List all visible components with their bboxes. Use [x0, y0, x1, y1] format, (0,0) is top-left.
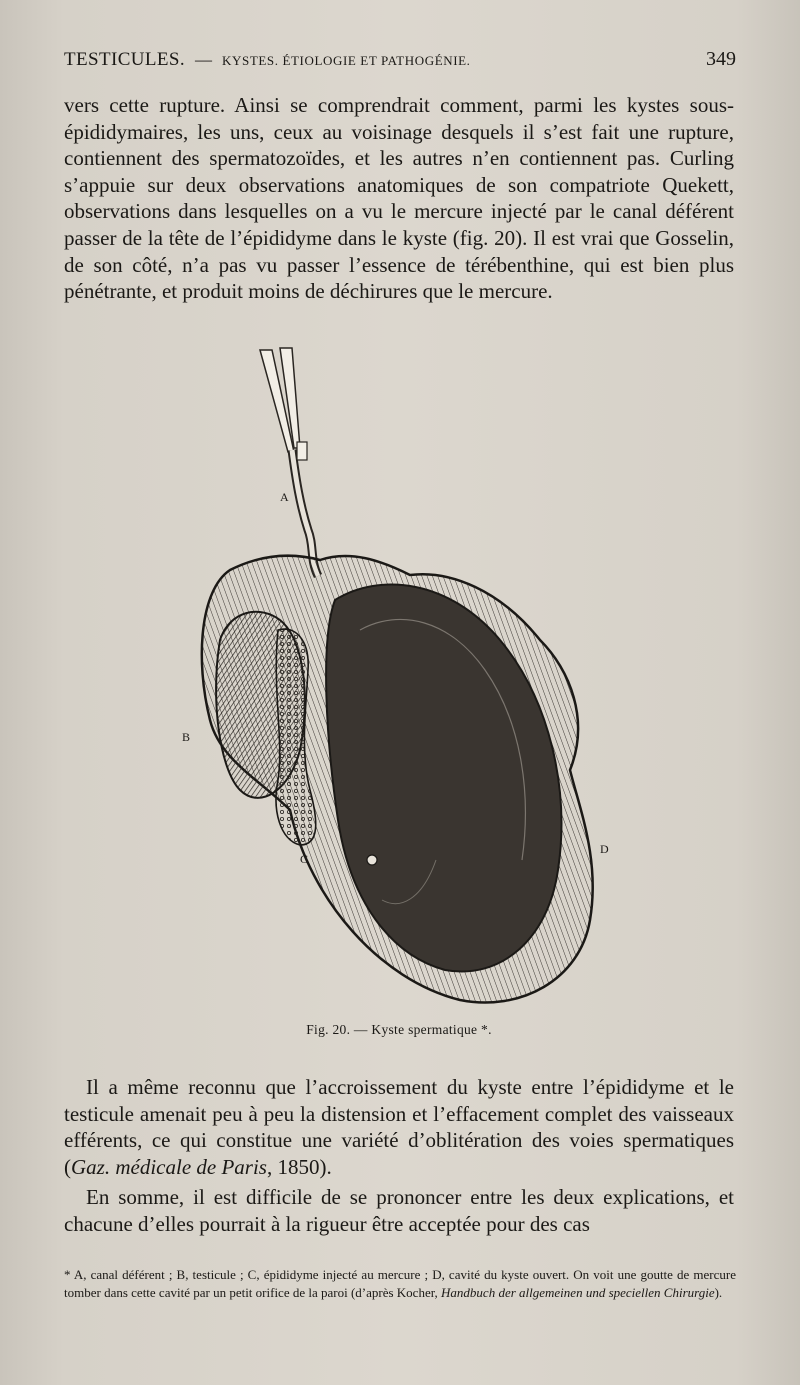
- label-a: A: [280, 490, 289, 504]
- paragraph-2-citation: Gaz. médicale de Paris: [71, 1154, 267, 1179]
- label-d: D: [600, 842, 609, 856]
- footnote-source: Handbuch der allgemeinen und speciellen Chirurgie: [441, 1284, 715, 1300]
- paragraph-2-citation-end: , 1850).: [266, 1154, 332, 1179]
- paragraph-1: vers cette rupture. Ainsi se comprendrait comment, parmi les kystes sous-épididymaires, les uns, ceux au voisinage desquels il s’est fait une rupture, contiennent des spermatozoïdes, et les autres n’en contiennent pas. Curling s’appuie sur deux observations anatomiques de son compatriote Quekett, observations dans lesquelles on a vu le mercure injecté par le canal déférent passer de la tête de l’épididyme dans le kyste (fig. 20). Il est vrai que Gosselin, de son côté, n’a pas vu passer l’essence de térébenthine, qui est bien plus pénétrante, et produit moins de déchirures que le mercure.: [64, 93, 734, 304]
- footnote: [64, 1266, 736, 1301]
- paragraph-2: [64, 1074, 734, 1180]
- anatomical-figure: [160, 340, 640, 1020]
- label-c: C: [300, 852, 309, 866]
- paragraph-2-text: Il a même reconnu que l’accroissement du kyste entre l’épididyme et le testicule amenait peu à peu la distension et l’effacement complet des vaisseaux efférents, ce qui constitue une variété d’oblitération des voies spermatiques (: [64, 1075, 734, 1179]
- vas-deferens: [260, 348, 318, 576]
- page-number: 349: [706, 48, 736, 70]
- label-b: B: [182, 730, 191, 744]
- footnote-text: * A, canal déférent ; B, testicule ; C, épididyme injecté au mercure ; D, cavité du kyste ouvert. On voit une goutte de mercure tomber dans cette cavité par un petit orifice de la paroi (d’après Kocher,: [64, 1267, 736, 1300]
- mercury-drop: [367, 855, 377, 865]
- header-title: TESTICULES.: [64, 49, 186, 70]
- paragraph-3: En somme, il est difficile de se prononcer entre les deux explications, et chacune d’elles pourrait à la rigueur être acceptée pour des cas: [64, 1185, 734, 1236]
- header-separator: —: [195, 50, 213, 69]
- running-header: [64, 48, 736, 80]
- footnote-end: ).: [714, 1284, 723, 1300]
- header-subtitle: KYSTES. ÉTIOLOGIE ET PATHOGÉNIE.: [222, 53, 471, 68]
- spermatic-cyst-illustration: [160, 340, 640, 1020]
- figure-caption: Fig. 20. — Kyste spermatique *.: [306, 1022, 492, 1037]
